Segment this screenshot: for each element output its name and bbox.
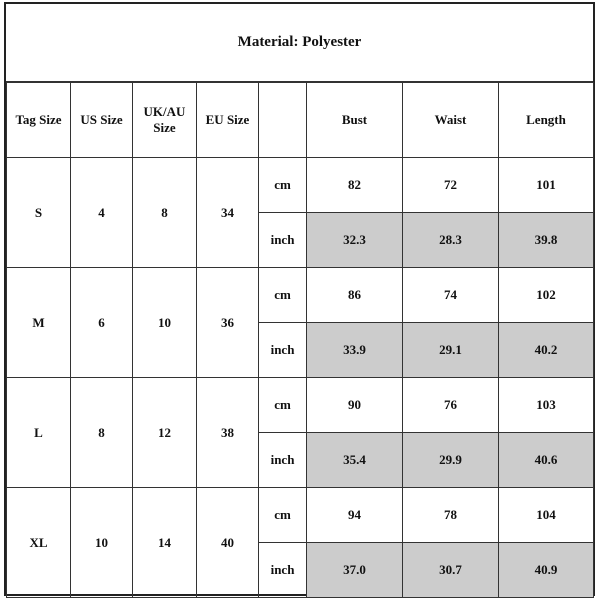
bust-inch-cell: 35.4 xyxy=(307,433,403,488)
waist-cm-cell: 72 xyxy=(403,158,499,213)
table-row xyxy=(7,378,594,433)
unit-inch-cell: inch xyxy=(259,213,307,268)
unit-cm-cell: cm xyxy=(259,378,307,433)
header-row xyxy=(7,83,594,158)
header-unit xyxy=(259,83,307,158)
header-length: Length xyxy=(499,83,594,158)
bust-inch-cell: 33.9 xyxy=(307,323,403,378)
header-ukau-size xyxy=(133,83,197,158)
length-inch-cell: 40.6 xyxy=(499,433,594,488)
waist-cm-cell: 74 xyxy=(403,268,499,323)
table-row xyxy=(7,488,594,543)
eu-size-cell: 36 xyxy=(197,268,259,378)
length-inch-cell: 40.9 xyxy=(499,543,594,598)
unit-inch-cell: inch xyxy=(259,323,307,378)
bust-cm-cell: 90 xyxy=(307,378,403,433)
us-size-cell: 8 xyxy=(71,378,133,488)
ukau-size-cell: 8 xyxy=(133,158,197,268)
header-bust: Bust xyxy=(307,83,403,158)
length-inch-cell: 39.8 xyxy=(499,213,594,268)
eu-size-cell: 34 xyxy=(197,158,259,268)
waist-cm-cell: 78 xyxy=(403,488,499,543)
bust-cm-cell: 86 xyxy=(307,268,403,323)
header-ukau-line1: UK/AU xyxy=(143,104,186,119)
unit-cm-cell: cm xyxy=(259,268,307,323)
bust-cm-cell: 82 xyxy=(307,158,403,213)
header-eu-size: EU Size xyxy=(197,83,259,158)
header-waist: Waist xyxy=(403,83,499,158)
chart-title: Material: Polyester xyxy=(6,4,593,82)
tag-size-cell: S xyxy=(7,158,71,268)
ukau-size-cell: 14 xyxy=(133,488,197,598)
unit-inch-cell: inch xyxy=(259,433,307,488)
us-size-cell: 6 xyxy=(71,268,133,378)
length-inch-cell: 40.2 xyxy=(499,323,594,378)
bust-cm-cell: 94 xyxy=(307,488,403,543)
bust-inch-cell: 37.0 xyxy=(307,543,403,598)
header-ukau-line2: Size xyxy=(153,120,176,135)
header-us-size: US Size xyxy=(71,83,133,158)
waist-inch-cell: 29.9 xyxy=(403,433,499,488)
ukau-size-cell: 12 xyxy=(133,378,197,488)
table-row xyxy=(7,158,594,213)
waist-cm-cell: 76 xyxy=(403,378,499,433)
eu-size-cell: 38 xyxy=(197,378,259,488)
bust-inch-cell: 32.3 xyxy=(307,213,403,268)
waist-inch-cell: 28.3 xyxy=(403,213,499,268)
table-row xyxy=(7,268,594,323)
us-size-cell: 4 xyxy=(71,158,133,268)
us-size-cell: 10 xyxy=(71,488,133,598)
waist-inch-cell: 29.1 xyxy=(403,323,499,378)
header-tag-size: Tag Size xyxy=(7,83,71,158)
length-cm-cell: 104 xyxy=(499,488,594,543)
tag-size-cell: XL xyxy=(7,488,71,598)
length-cm-cell: 101 xyxy=(499,158,594,213)
length-cm-cell: 102 xyxy=(499,268,594,323)
ukau-size-cell: 10 xyxy=(133,268,197,378)
waist-inch-cell: 30.7 xyxy=(403,543,499,598)
tag-size-cell: M xyxy=(7,268,71,378)
unit-inch-cell: inch xyxy=(259,543,307,598)
size-chart xyxy=(4,2,595,596)
unit-cm-cell: cm xyxy=(259,488,307,543)
size-table xyxy=(6,82,594,598)
length-cm-cell: 103 xyxy=(499,378,594,433)
eu-size-cell: 40 xyxy=(197,488,259,598)
tag-size-cell: L xyxy=(7,378,71,488)
unit-cm-cell: cm xyxy=(259,158,307,213)
